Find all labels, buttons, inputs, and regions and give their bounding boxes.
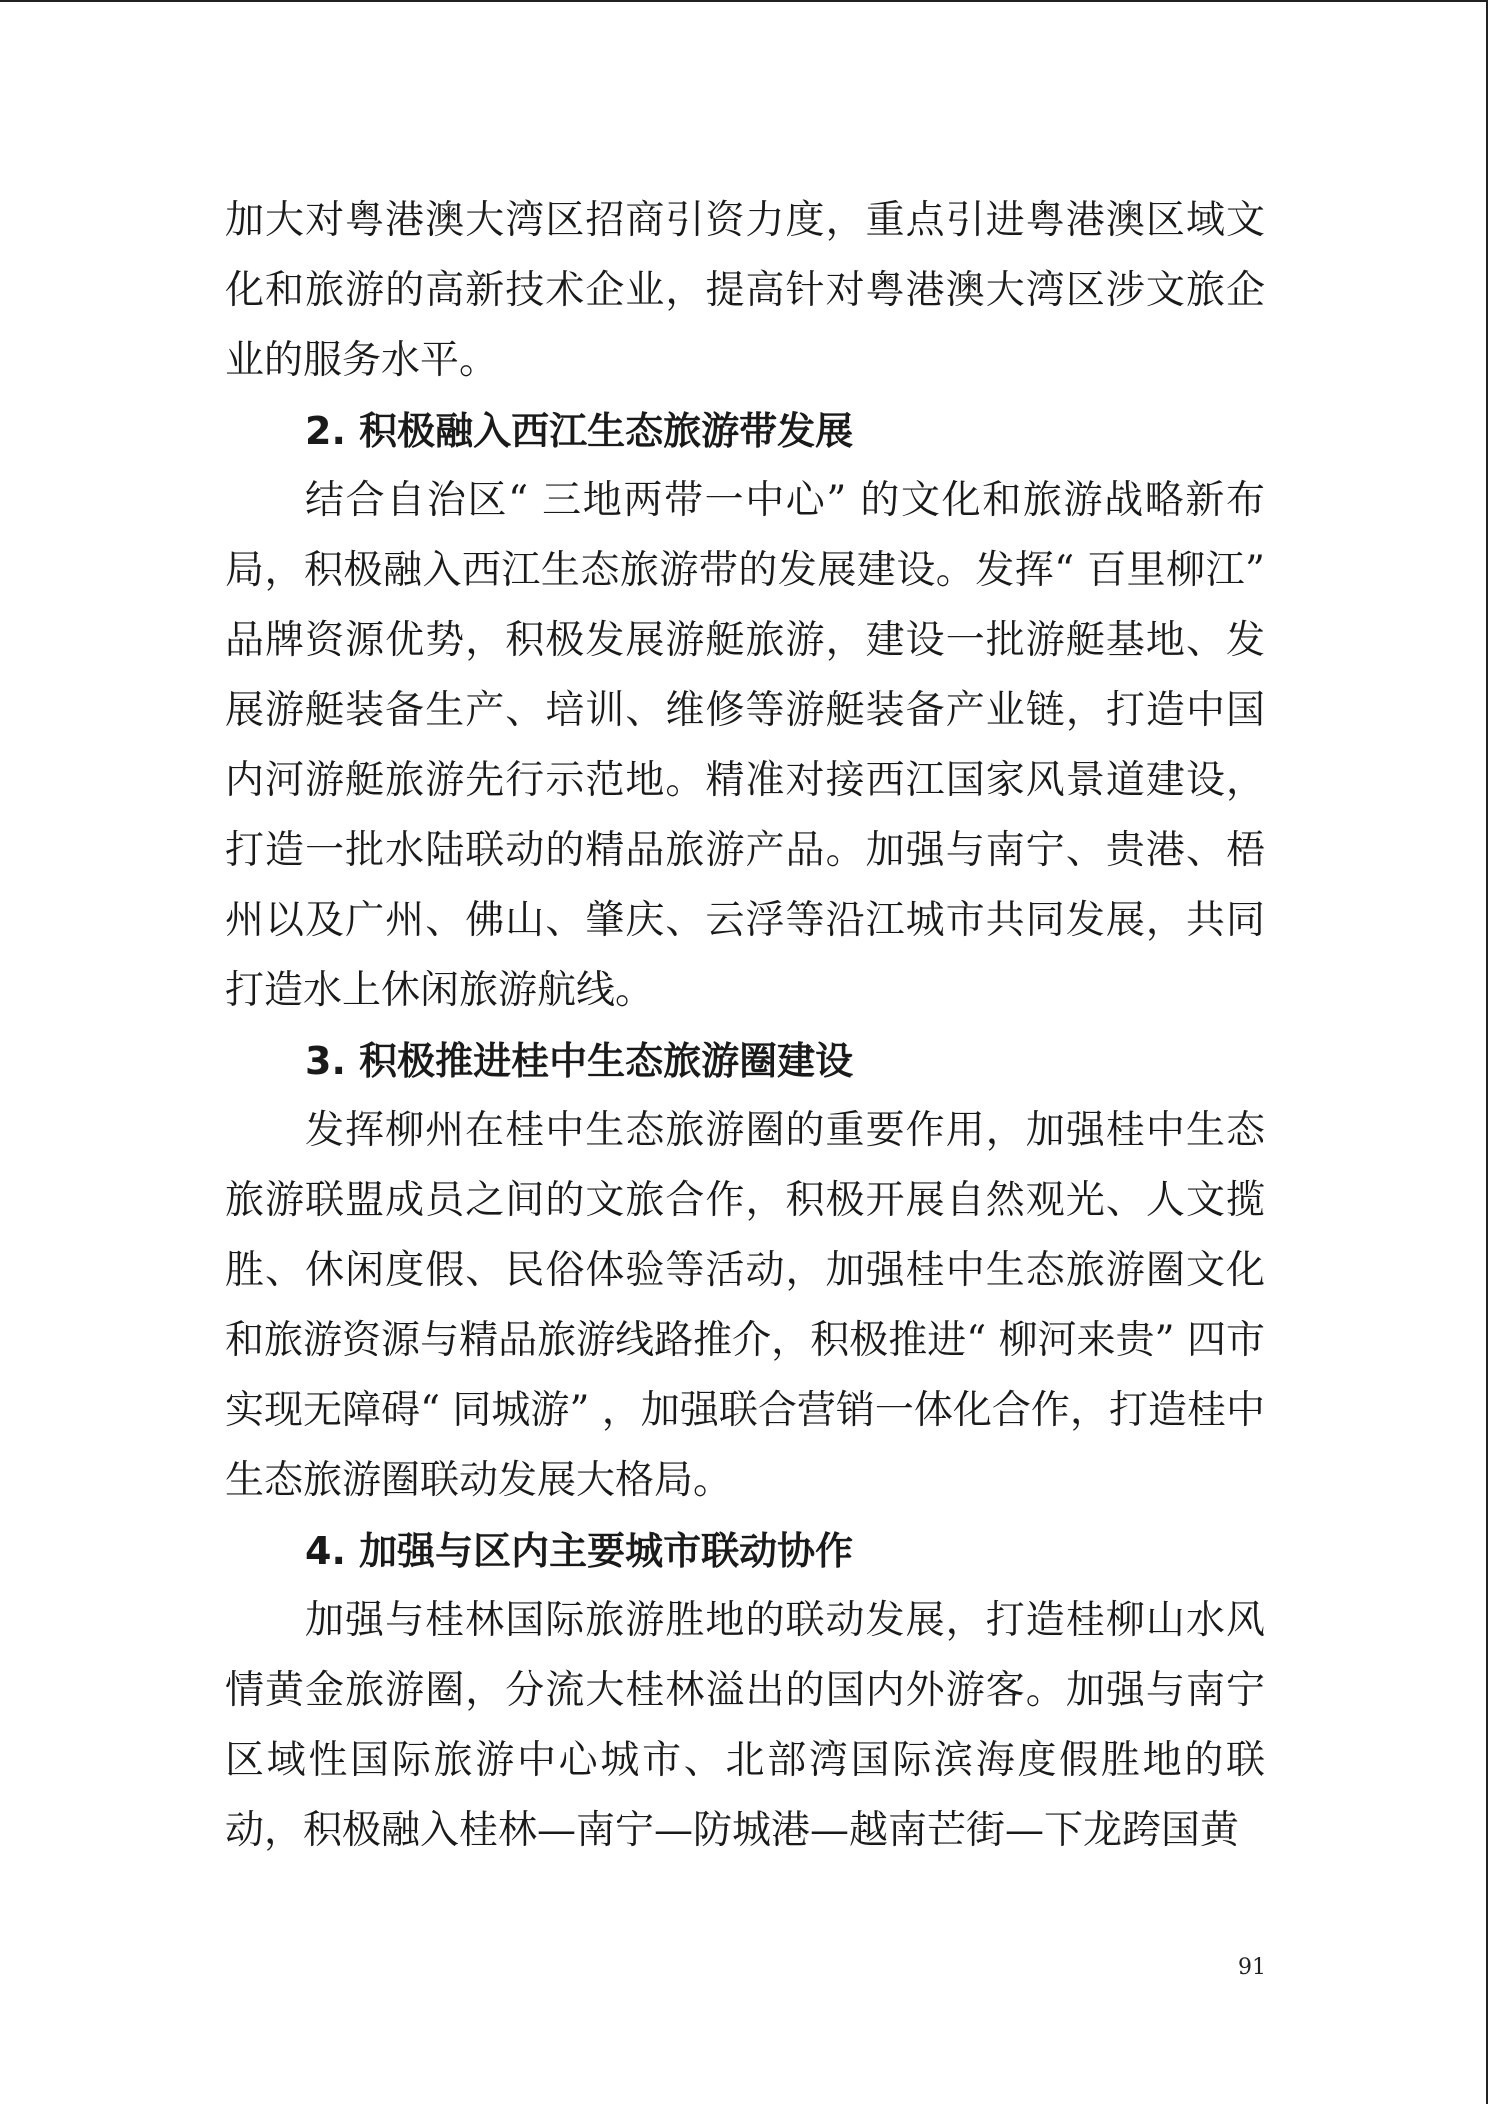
paragraph: 发挥柳州在桂中生态旅游圈的重要作用，加强桂中生态旅游联盟成员之间的文旅合作，积极开展自然观光、人文揽胜、休闲度假、民俗体验等活动，加强桂中生态旅游圈文化和旅游资源与精品旅游线路推介，积极推进“ 柳河来贵” 四市实现无障碍“ 同城游” ，加强联合营销一体化合作，打造桂中生态旅游圈联动发展大格局。 [225,1108,1265,1503]
paragraph: 加大对粤港澳大湾区招商引资力度，重点引进粤港澳区域文化和旅游的高新技术企业，提高针对粤港澳大湾区涉文旅企业的服务水平。 [225,198,1265,383]
page-body [225,186,1265,1866]
section-heading: 2. 积极融入西江生态旅游带发展 [305,409,854,453]
section-heading: 3. 积极推进桂中生态旅游圈建设 [305,1039,854,1083]
paragraph: 加强与桂林国际旅游胜地的联动发展，打造桂柳山水风情黄金旅游圈，分流大桂林溢出的国内外游客。加强与南宁区域性国际旅游中心城市、北部湾国际滨海度假胜地的联动，积极融入桂林—南宁—防城港—越南芒街—下龙跨国黄 [225,1598,1265,1853]
page-number: 91 [1238,1955,1266,1980]
page-border-top [0,0,1488,2]
paragraph: 结合自治区“ 三地两带一中心” 的文化和旅游战略新布局，积极融入西江生态旅游带的发展建设。发挥“ 百里柳江” 品牌资源优势，积极发展游艇旅游，建设一批游艇基地、发展游艇装备生产、培训、维修等游艇装备产业链，打造中国内河游艇旅游先行示范地。精准对接西江国家风景道建设，打造一批水陆联动的精品旅游产品。加强与南宁、贵港、梧州以及广州、佛山、肇庆、云浮等沿江城市共同发展，共同打造水上休闲旅游航线。 [225,478,1265,1013]
section-heading: 4. 加强与区内主要城市联动协作 [305,1529,854,1573]
